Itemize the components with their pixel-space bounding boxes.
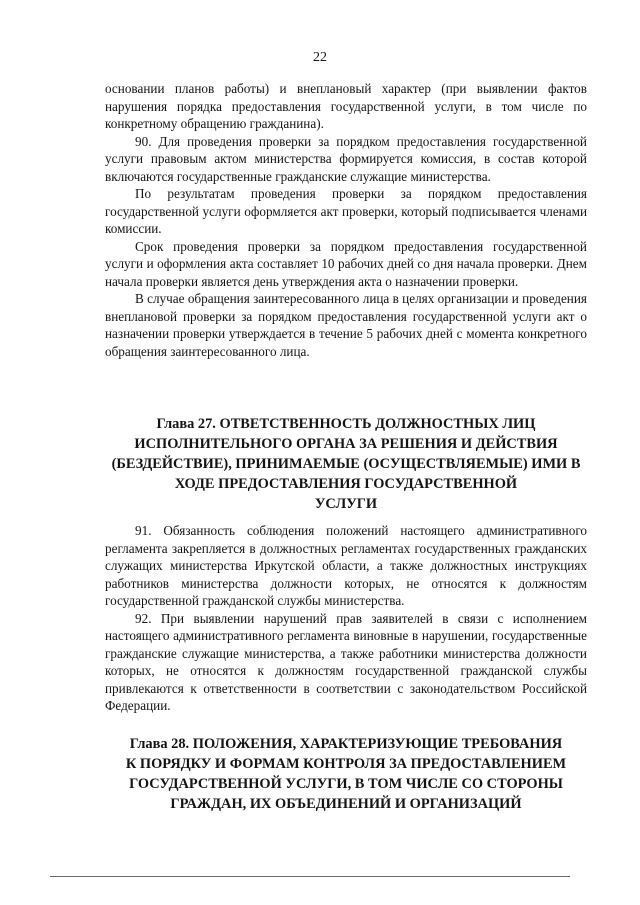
- bottom-divider: [50, 876, 570, 877]
- paragraph-91: 91. Обязанность соблюдения положений настоящего административного регламента закрепляется в должностных регламентах государственных гражданских служащих министерства Иркутской области, а также должностных инструкциях работников министерства должности которых, не относятся к должностям государственной гражданской службы министерства.: [105, 523, 587, 608]
- chapter-27-heading: [105, 414, 587, 514]
- paragraph-90: 90. Для проведения проверки за порядком предоставления государственной услуги правовым актом министерства формируется комиссия, в состав которой включаются государственные гражданские служащие министерства.: [105, 133, 587, 184]
- paragraph-unscheduled-inspection: В случае обращения заинтересованного лица в целях организации и проведения внеплановой проверки за порядком предоставления государственной услуги акт о назначении проверки утверждается в течение 5 рабочих дней с момента конкретного обращения заинтересованного лица.: [105, 291, 587, 359]
- paragraph-92: 92. При выявлении нарушений прав заявителей в связи с исполнением настоящего административного регламента виновные в нарушении, государственные гражданские служащие министерства, а также работники министерства должности которых, не относятся к должностям государственной гражданской службы привлекаются к ответственности в соответствии с законодательством Российской Федерации.: [105, 610, 587, 713]
- heading-line: Глава 28. ПОЛОЖЕНИЯ, ХАРАКТЕРИЗУЮЩИЕ ТРЕБОВАНИЯ: [129, 736, 563, 752]
- text-block-section-26: [105, 80, 587, 360]
- text-block-chapter-27: [105, 522, 587, 715]
- heading-line: Глава 27. ОТВЕТСТВЕННОСТЬ ДОЛЖНОСТНЫХ ЛИЦ: [156, 416, 536, 432]
- heading-line: УСЛУГИ: [314, 496, 378, 512]
- chapter-28-heading: [105, 734, 587, 814]
- heading-line: ИСПОЛНИТЕЛЬНОГО ОРГАНА ЗА РЕШЕНИЯ И ДЕЙСТВИЯ: [134, 436, 558, 452]
- heading-line: ГОСУДАРСТВЕННОЙ УСЛУГИ, В ТОМ ЧИСЛЕ СО СТОРОНЫ: [129, 776, 563, 792]
- heading-line: ХОДЕ ПРЕДОСТАВЛЕНИЯ ГОСУДАРСТВЕННОЙ: [174, 476, 518, 492]
- heading-line: К ПОРЯДКУ И ФОРМАМ КОНТРОЛЯ ЗА ПРЕДОСТАВЛЕНИЕМ: [125, 756, 567, 772]
- paragraph-inspection-results: По результатам проведения проверки за порядком предоставления государственной услуги оформляется акт проверки, который подписывается членами комиссии.: [105, 186, 587, 236]
- heading-line: ГРАЖДАН, ИХ ОБЪЕДИНЕНИЙ И ОРГАНИЗАЦИЙ: [170, 796, 522, 812]
- paragraph-inspection-term: Срок проведения проверки за порядком предоставления государственной услуги и оформления акта составляет 10 рабочих дней со дня начала проверки. Днем начала проверки является день утверждения акта о назначении проверки.: [105, 238, 587, 289]
- heading-line: (БЕЗДЕЙСТВИЕ), ПРИНИМАЕМЫЕ (ОСУЩЕСТВЛЯЕМЫЕ) ИМИ В: [111, 456, 581, 472]
- paragraph-continued: основании планов работы) и внеплановый характер (при выявлении фактов нарушения порядка предоставления государственной услуги, в том числе по конкретному обращению гражданина).: [105, 81, 587, 131]
- page-number: 22: [313, 50, 327, 65]
